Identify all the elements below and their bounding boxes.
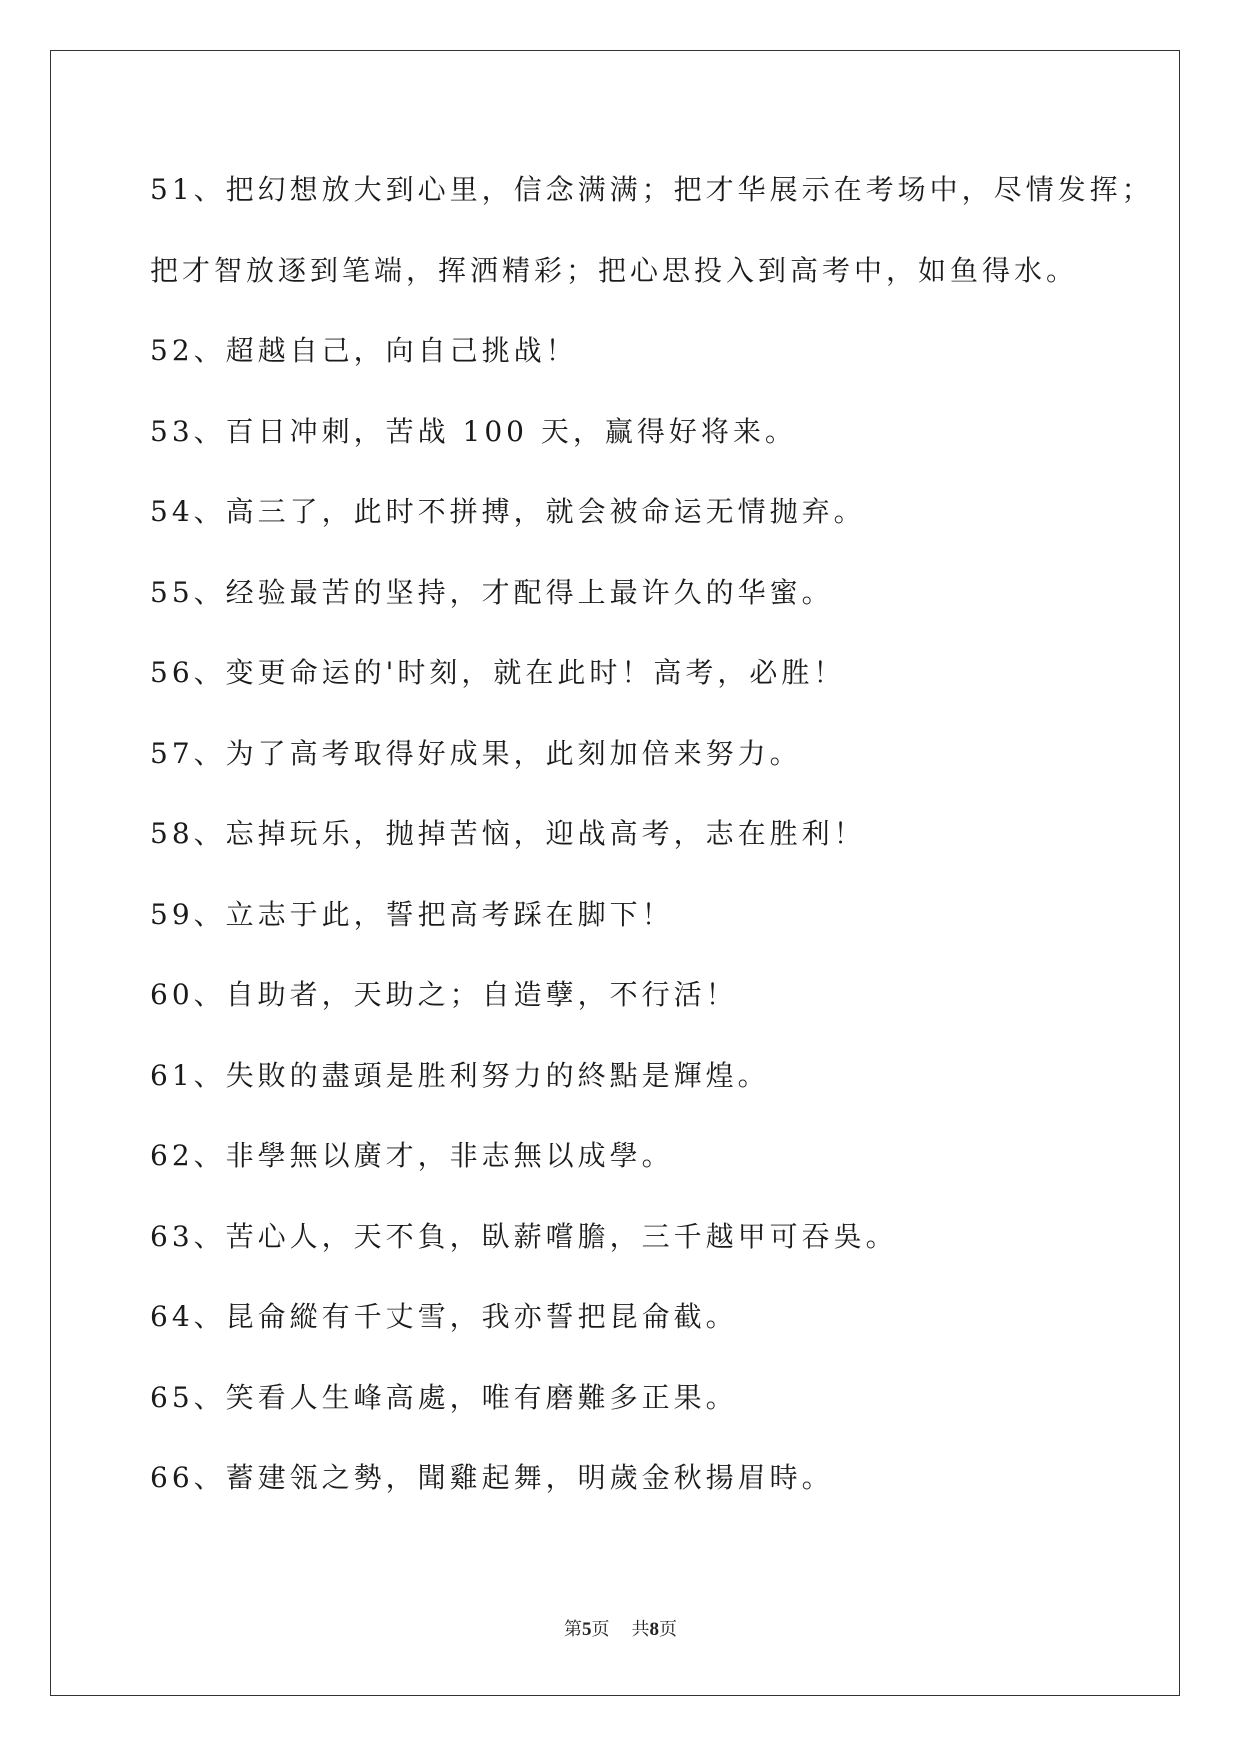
text-line: 53、百日冲刺，苦战 100 天，赢得好将来。 — [150, 414, 797, 448]
text-line: 61、失敗的盡頭是胜利努力的終點是輝煌。 — [150, 1058, 770, 1092]
text-line: 54、高三了，此时不拼搏，就会被命运无情抛弃。 — [150, 495, 866, 528]
page-footer — [0, 1615, 1241, 1641]
page-prefix: 第 — [564, 1619, 582, 1640]
text-line: 把才智放逐到笔端，挥洒精彩；把心思投入到高考中，如鱼得水。 — [150, 253, 1079, 287]
text-line: 52、超越自己，向自己挑战！ — [150, 334, 578, 367]
text-line: 58、忘掉玩乐，抛掉苦恼，迎战高考，志在胜利！ — [150, 817, 866, 850]
document-body — [150, 166, 1154, 1535]
total-pages-number: 8 — [649, 1619, 659, 1640]
text-line: 65、笑看人生峰高處，唯有磨難多正果。 — [150, 1380, 738, 1414]
total-prefix: 共 — [631, 1619, 650, 1640]
text-line: 57、为了高考取得好成果，此刻加倍来努力。 — [150, 736, 802, 770]
text-line: 64、昆侖縱有千丈雪，我亦誓把昆侖截。 — [150, 1300, 738, 1333]
text-line: 62、非學無以廣才，非志無以成學。 — [150, 1139, 674, 1172]
page-suffix: 页 — [591, 1619, 610, 1640]
total-suffix: 页 — [659, 1619, 677, 1640]
text-line: 59、立志于此，誓把高考踩在脚下！ — [150, 897, 674, 931]
text-line: 55、经验最苦的坚持，才配得上最许久的华蜜。 — [150, 575, 834, 609]
current-page-number: 5 — [582, 1619, 592, 1640]
text-line: 66、蓄建瓴之勢，聞雞起舞，明歲金秋揚眉時。 — [150, 1461, 834, 1494]
text-line: 63、苦心人，天不負，臥薪嚐膽，三千越甲可吞吳。 — [150, 1219, 898, 1253]
text-line: 51、把幻想放大到心里，信念满满；把才华展示在考场中，尽情发挥； — [150, 173, 1154, 206]
text-line: 56、变更命运的'时刻，就在此时！高考，必胜！ — [150, 656, 846, 689]
text-line: 60、自助者，天助之；自造孽，不行活！ — [150, 978, 738, 1011]
